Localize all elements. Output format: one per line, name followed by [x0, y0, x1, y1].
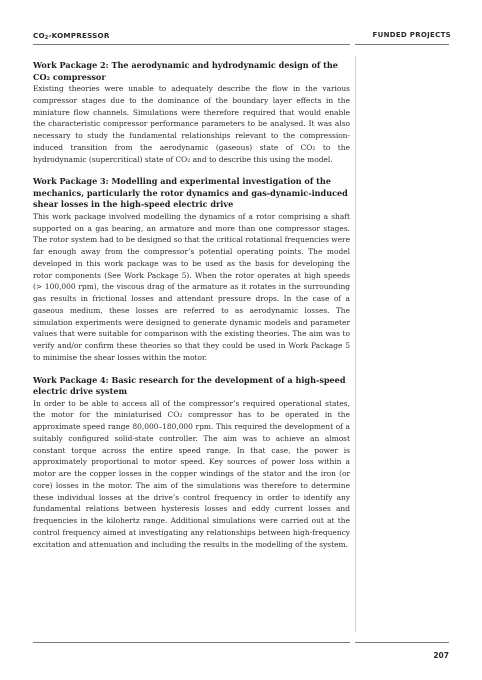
work-package-heading: Work Package 2: The aerodynamic and hydrodynamic design of the CO₂ compressor — [33, 60, 338, 82]
margin-column — [355, 56, 450, 632]
header-title-suffix: -KOMPRESSOR — [48, 31, 110, 40]
running-header-section: FUNDED PROJECTS — [372, 31, 451, 39]
work-package-2 — [33, 60, 350, 165]
work-package-3 — [33, 176, 350, 363]
footer-divider-margin — [355, 642, 449, 643]
main-text-column — [33, 60, 350, 638]
header-title-prefix: CO — [33, 31, 45, 40]
work-package-heading: Work Package 4: Basic research for the development of a high-speed electric drive system — [33, 374, 346, 396]
header-divider-margin — [355, 44, 449, 45]
work-package-heading: Work Package 3: Modelling and experimental investigation of the mechanics, particularly the rotor dynamics and gas-dynamic-induced shear losses in the high-speed electric drive — [33, 176, 348, 210]
header-title-subscript: 2 — [44, 35, 49, 41]
work-package-paragraph: This work package involved modelling the dynamics of a rotor comprising a shaft supported on a gas bearing, an armature and more than one compressor stages. The rotor system had to be designed so that the critical rotational frequencies were far enough away from the compressor’s potential operating points. The model developed in this work package was to be used as the basis for developing the rotor components (See Work Package 5). When the rotor operates at high speeds (> 100,000 rpm), the viscous drag of the armature as it rotates in the surrounding gas results in frictional losses and attendant pressure drops. In the case of a gaseous medium, these losses are referred to as aerodynamic losses. The simulation experiments were designed to generate dynamic models and parameter values that were suitable for comparison with the existing theories. The aim was to verify and/or confirm these theories so that they could be used in Work Package 5 to minimise the shear losses within the motor. — [33, 211, 350, 362]
running-header-title — [33, 31, 110, 41]
header-divider — [33, 44, 350, 45]
work-package-4 — [33, 375, 350, 551]
work-package-paragraph: Existing theories were unable to adequately describe the flow in the various compressor stages due to the dominance of the boundary layer effects in the miniature flow channels. Simulations were therefore required that would enable the characteristic compressor performance parameters to be analysed. It was also necessary to study the fundamental relationships relevant to the compression-induced transition from the aerodynamic (gaseous) state of CO₂ to the hydrodynamic (supercritical) state of CO₂ and to describe this using the model. — [33, 84, 350, 164]
work-package-paragraph: In order to be able to access all of the compressor’s required operational states, the motor for the miniaturised CO₂ compressor has to be operated in the approximate speed range 80,000–180,000 rpm. This required the development of a suitably configured solid-state controller. The aim was to achieve an almost constant torque across the entire speed range. In that case, the power is approximately proportional to motor speed. Key sources of power loss within a motor are the copper losses in the copper windings of the stator and the iron (or core) losses in the motor. The aim of the simulations was therefore to determine these individual losses at the drive’s control frequency in order to identify any fundamental relations between hysteresis losses and eddy current losses and frequencies in the kilohertz range. Additional simulations were carried out at the control frequency aimed at investigating any relationships between high-frequency excitation and attenuation and including the results in the modelling of the system. — [33, 398, 350, 549]
page-number: 207 — [433, 651, 449, 660]
footer-divider — [33, 642, 350, 643]
